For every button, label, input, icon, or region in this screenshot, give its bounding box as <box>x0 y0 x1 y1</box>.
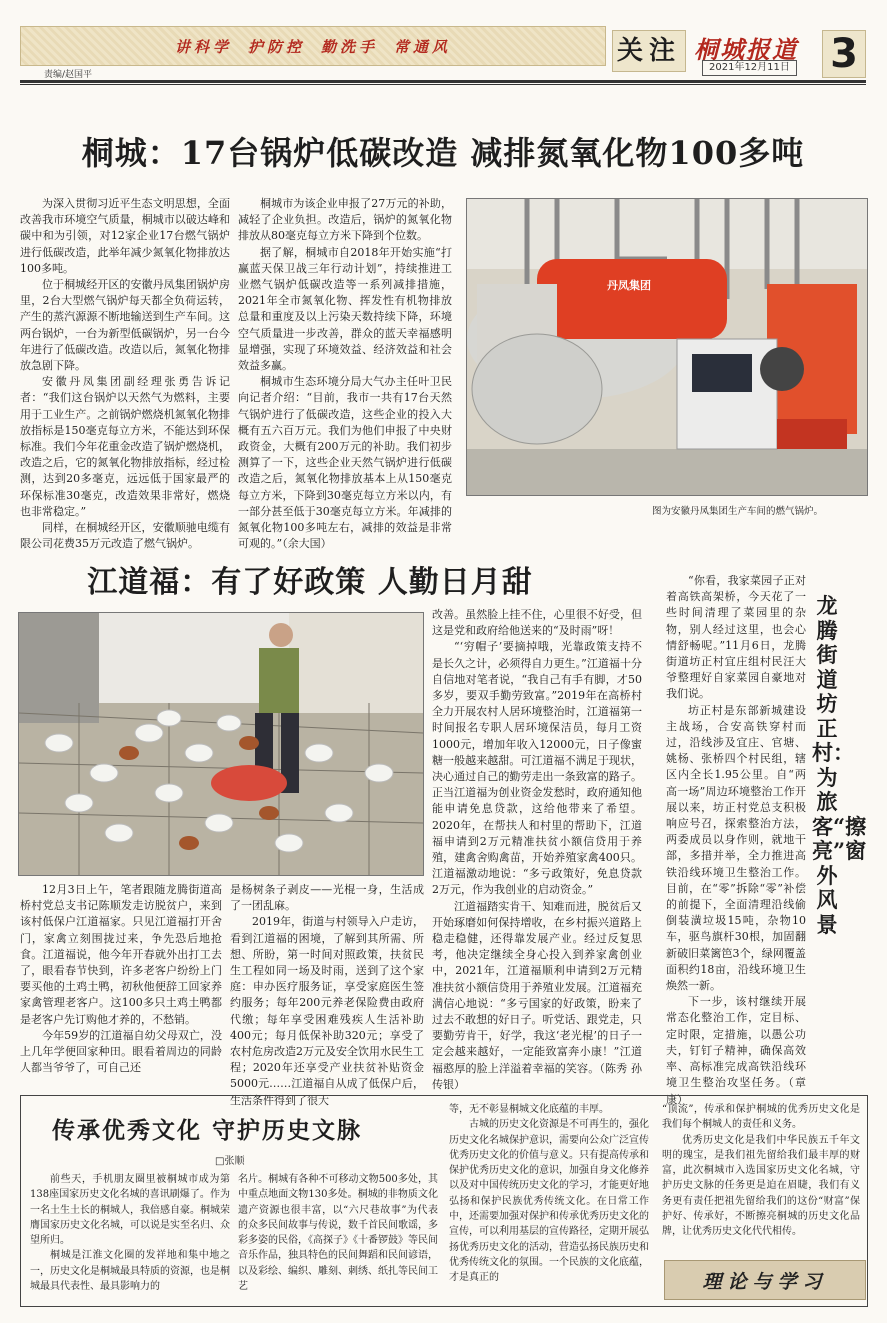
article1-headline: 桐城：17台锅炉低碳改造 减排氮氧化物100多吨 <box>81 134 805 172</box>
paragraph: 前些天，手机朋友圈里被桐城市成为第138座国家历史文化名城的喜讯刷爆了。作为一名土生土长的桐城人，我倍感自豪。桐城荣膺国家历史文化名城，可以说是实至名归、众望所归。 <box>30 1174 230 1247</box>
paragraph: 改善。虽然脸上挂不住，心里很不好受，但这是党和政府给他送来的“及时雨”呀！ <box>432 608 642 638</box>
photo-caption: 图为安徽丹凤集团生产车间的燃气锅炉。 <box>652 506 824 517</box>
article4-column-4 <box>662 1102 860 1240</box>
masthead-rule-thin <box>20 84 866 85</box>
paragraph: 坊正村是东部新城建设主战场，合安高铁穿村而过，沿线涉及宜庄、官塘、姚杨、张桥四个村民组，辖区内全长1.95公里。自“两高一场”周边环境整治工作开展以来，坊正村党总支积极响应号召，探索整治方法，两委成员以身作则，就地干部，多措并举，全力推进高铁沿线环境卫生整治工作。目前，在“零”拆除“零”补偿的前提下，全面清理沿线偷倒装潢垃圾15吨，杂物10车，驱鸟旗杆30根，加固翻新破旧菜篱笆3个，绿网覆盖面积约18亩，沿线环境卫生焕然一新。 <box>666 703 806 993</box>
article3-vertical-headline: 龙腾街道坊正村：为旅客“擦亮”窗外风景 <box>812 593 867 937</box>
paragraph: 同样，在桐城经开区，安徽顺驰电缆有限公司花费35万元改造了燃气锅炉。 <box>20 521 230 551</box>
paragraph: 优秀历史文化是我们中华民族五千年文明的瑰宝，是我们祖先留给我们最丰厚的财富，此次桐城市入选国家历史文化名城，守护历史文脉的任务更是迫在眉睫，我们有义务更有责任把祖先留给我们的这份“财富”保护好、传承好，不断擦亮桐城的历史文化品牌，让优秀历史文化代代相传。 <box>662 1134 860 1238</box>
paragraph: 位于桐城经开区的安徽丹凤集团锅炉房里，2台大型燃气锅炉每天都全负荷运转，产生的蒸汽源源不断地输送到生产车间。这两台锅炉，一台为新型低碳锅炉，另一台今年进行了低碳改造。改造以后，氮氧化物排放急剧下降。 <box>20 278 230 373</box>
paragraph: 名片。桐城有各种不可移动文物500多处，其中重点地面文物130多处。桐城的非物质文化遗产资源也很丰富，以“六尺巷故事”为代表的众多民间故事与传说，数千首民间歌谣，多彩多姿的民俗，《高探子》《十番锣鼓》等民间音乐作品，独具特色的民间舞蹈和民间谚语，以及彩绘、编织、雕刻、刺绣、纸扎等民间工艺 <box>238 1174 438 1293</box>
article4-column-3 <box>449 1102 649 1286</box>
paragraph: “你看，我家菜园子正对着高铁高架桥，今天花了一些时间清理了菜园里的杂物，别人经过这里，也会心情舒畅呢。”11月6日，龙腾街道坊正村宜庄组村民汪大爷整理好自家菜园自豪地对我们说。 <box>666 574 806 701</box>
article1-column-1 <box>20 196 230 552</box>
article2-headline: 江道福：有了好政策 人勤日月甜 <box>87 565 533 600</box>
paragraph: “‘穷帽子’要摘掉哦，光靠政策支持不是长久之计，必须得自力更生。”江道福十分自信地对笔者说，“我自己有手有脚，才50多岁，要双手勤劳致富。”2019年在高桥村全力开展农村人居环境整治时，江道福第一时间报名专职人居环境保洁员，每月工资1000元，增加年收入12000元，日子像蜜糖一般越来越甜。可江道福不满足于现状，决心通过自己的勤劳走出一条致富的路子。正当江道福为创业资金发愁时，政府通知他能申请免息贷款，这给他带来了希望。2020年，在帮扶人和村里的帮助下，江道福申请到2万元精准扶贫小额信贷用于养殖，建禽舍购禽苗，开始养殖家禽400只。江道福激动地说：“多亏政策好，免息贷款2万元，作为我创业的启动资金。” <box>432 640 642 897</box>
slogan-2: 护防控 <box>247 37 305 56</box>
editor-credit: 责编/赵国平 <box>44 70 93 80</box>
boiler-brand-label: 丹凤集团 <box>607 279 651 292</box>
newspaper-brand: 桐城报道 <box>694 35 798 64</box>
slogan-banner <box>20 26 606 66</box>
paragraph: 桐城市生态环境分局大气办主任叶卫民向记者介绍：“目前，我市一共有17台天然气锅炉进行了低碳改造，这些企业的投入大概有五六百万元。我们为他们申报了中央财政资金，大概有200万元的补助。我们初步测算了一下，这些企业天然气锅炉进行低碳改造之后，氮氧化物排放基本上从150毫克每立方米，下降到30毫克每立方米以内，有一部分甚至低于30毫克每立方米。年减排的氮氧化物100多吨左右，减排的效益是非常可观的。”（余大国） <box>238 375 452 551</box>
paragraph: “顶流”，传承和保护桐城的优秀历史文化是我们每个桐城人的责任和义务。 <box>662 1104 860 1131</box>
column-tag: 理论与学习 <box>664 1260 866 1300</box>
paragraph: 下一步，该村继续开展常态化整治工作，定目标、定时限，定措施，以愚公功夫，钉钉子精神，确保高效率、高标准完成高铁沿线环境卫生整治攻坚任务。（章康） <box>666 995 806 1106</box>
paragraph: 据了解，桐城市自2018年开始实施“打赢蓝天保卫战三年行动计划”，持续推进工业燃气锅炉低碳改造等一系列减排措施，2021年全市氮氧化物、挥发性有机物排放总量和重度及以上污染天数持续下降，环境空气质量进一步改善，群众的蓝天幸福感明显增强，实现了环境效益、经济效益和社会效益多赢。 <box>238 245 452 373</box>
poultry-illustration <box>19 613 423 875</box>
paragraph: 12月3日上午，笔者跟随龙腾街道高桥村党总支书记陈顺发走访脱贫户，来到该村低保户江道福家。只见江道福打开舍门，家禽立刻围拢过来，争先恐后地抢食。江道福说，他今年开春就外出打工去了，眼看春节快到，许多老客户纷纷上门要买他的土鸡土鸭，初秋他便辞工回家养家禽管理老客户。这100多只土鸡土鸭都是老客户先订购他才养的，不愁销。 <box>20 883 222 1026</box>
poultry-photo <box>18 612 424 876</box>
article2-column-3 <box>432 607 642 1093</box>
article4-headline: 传承优秀文化 守护历史文脉 <box>52 1118 363 1144</box>
paragraph: 等，无不彰显桐城文化底蕴的丰厚。 <box>449 1104 609 1115</box>
boiler-illustration <box>467 199 867 495</box>
article4-column-2 <box>238 1172 438 1294</box>
page-number: 3 <box>822 30 866 78</box>
article2-column-2 <box>230 882 424 1109</box>
paragraph: 今年59岁的江道福自幼父母双亡，没上几年学便回家种田。眼看着周边的同龄人都当爷爷了，可自己还 <box>20 1028 222 1075</box>
slogan-1: 讲科学 <box>174 37 232 56</box>
masthead-rule <box>20 80 866 83</box>
article2-column-1 <box>20 882 222 1076</box>
section-title: 关注 <box>612 30 686 72</box>
slogan-3: 勤洗手 <box>321 37 379 56</box>
article1-column-2 <box>238 196 452 552</box>
article4-author: □张顺 <box>215 1156 245 1167</box>
boiler-photo <box>466 198 868 496</box>
paragraph: 桐城是江淮文化圈的发祥地和集中地之一，历史文化是桐城最具特质的资源，也是桐城最具代表性、最具影响力的 <box>30 1250 230 1293</box>
article3-column-top <box>666 573 806 1108</box>
article4-column-1 <box>30 1172 230 1294</box>
paragraph: 桐城市为该企业申报了27万元的补助，减轻了企业负担。改造后，锅炉的氮氧化物排放从80毫克每立方米下降到个位数。 <box>238 197 452 243</box>
paragraph: 江道福踏实肯干、知难而进，脱贫后又开始琢磨如何保持增收，在乡村振兴道路上稳走稳健，还得靠发展产业。经过反复思考，他决定继续全身心投入到养家禽创业中，2021年，江道福顺利申请到2万元精准扶贫小额信贷用于养殖业发展。江道福充满信心地说：“多亏国家的好政策，盼来了过去不敢想的好日子。听党话、跟党走，只要勤劳肯干，好学，我这‘老光棍’的日子一定会越来越好，一定能致富奔小康！”江道福憨厚的脸上洋溢着幸福的笑容。（陈秀 孙传银） <box>432 899 642 1091</box>
paragraph: 2019年，街道与村领导入户走访，看到江道福的困境，了解到其所需、所想、所盼，第一时间对照政策，扶贫民生工程如同一场及时雨，送到了这个家庭：申办医疗服务证，享受家庭医生签约服务；每年200元养老保险费由政府代缴；每年享受困难残疾人生活补助400元；每月低保补助320元；享受了农村危房改造2万元及安全饮用水民生工程；2020年还享受产业扶贫补贴资金5000元……江道福自从成了低保户后，生活条件得到了很大 <box>230 915 424 1107</box>
slogan-4: 常通风 <box>394 37 452 56</box>
paragraph: 古城的历史文化资源是不可再生的，强化历史文化名城保护意识，需要向公众广泛宣传优秀历史文化的价值与意义。只有提高传承和保护优秀历史文化的意识，加强自身文化修养以及对中国传统历史文化的学习，才能更好地弘扬和保护民族优秀传统文化。在日常工作中，还需要加强对保护和传承优秀历史文化的宣传，可以利用基层的宣传路径，定期开展弘扬优秀历史文化的活动，营造弘扬民族历史和优秀传统文化的氛围。一个民族的文化底蕴，才是真正的 <box>449 1119 649 1284</box>
paragraph: 为深入贯彻习近平生态文明思想，全面改善我市环境空气质量，桐城市以破达峰和碳中和为引领，对12家企业17台燃气锅炉进行低碳改造，此举年减少氮氧化物排放达100多吨。 <box>20 197 230 275</box>
paragraph: 安徽丹凤集团副经理张勇告诉记者：“我们这台锅炉以天然气为燃料，主要用于工业生产。之前锅炉燃烧机氮氧化物排放指标是150毫克每立方米，不能达到环保标准。我们今年花重金改造了锅炉燃烧机，改造之后，它的氮氧化物排放指标，经过检测，达到20多毫克，远远低于国家最严的环保标准30毫克，改造效果非常好，燃烧也非常稳定。” <box>20 375 230 518</box>
paragraph: 是杨树条子剥皮——光棍一身，生活成了一团乱麻。 <box>230 883 424 913</box>
issue-date: 2021年12月11日 <box>702 60 797 76</box>
